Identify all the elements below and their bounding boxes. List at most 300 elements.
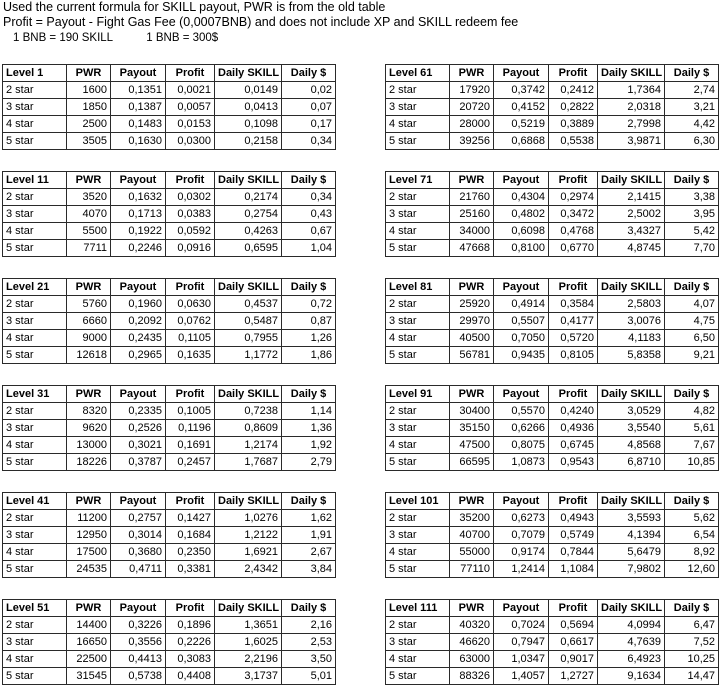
table-cell: 0,2822 [549, 99, 598, 116]
table-cell: 0,1896 [166, 617, 215, 634]
table-cell: 1,36 [282, 420, 336, 437]
table-cell: 1,86 [282, 347, 336, 364]
table-cell: 0,4914 [494, 296, 549, 313]
table-cell: 0,3584 [549, 296, 598, 313]
column-header: PWR [450, 172, 494, 189]
table-cell: 2,1415 [598, 189, 665, 206]
table-cell: 17920 [450, 82, 494, 99]
table-cell: 0,7024 [494, 617, 549, 634]
star-label: 5 star [386, 347, 450, 364]
table-cell: 0,4152 [494, 99, 549, 116]
column-header: Daily $ [665, 600, 719, 617]
level-table [385, 385, 719, 471]
column-header: Daily SKILL [598, 172, 665, 189]
column-header: PWR [450, 279, 494, 296]
table-row [3, 206, 336, 223]
table-cell: 3,95 [665, 206, 719, 223]
table-header-row [386, 600, 719, 617]
table-cell: 3,5540 [598, 420, 665, 437]
level-table [385, 599, 719, 685]
star-label: 3 star [386, 420, 450, 437]
table-cell: 0,6098 [494, 223, 549, 240]
table-cell: 63000 [450, 651, 494, 668]
table-cell: 0,17 [282, 116, 336, 133]
table-cell: 12,60 [665, 561, 719, 578]
star-label: 4 star [3, 223, 67, 240]
table-cell: 0,72 [282, 296, 336, 313]
table-cell: 0,0021 [166, 82, 215, 99]
column-header: PWR [450, 386, 494, 403]
star-label: 3 star [386, 99, 450, 116]
table-cell: 30400 [450, 403, 494, 420]
level-label: Level 21 [3, 279, 67, 296]
table-row [3, 651, 336, 668]
table-cell: 2,4342 [215, 561, 282, 578]
star-label: 4 star [3, 116, 67, 133]
table-cell: 0,7947 [494, 634, 549, 651]
star-label: 3 star [386, 206, 450, 223]
star-label: 3 star [386, 313, 450, 330]
table-header-row [386, 386, 719, 403]
star-label: 3 star [3, 99, 67, 116]
table-cell: 0,1483 [111, 116, 166, 133]
table-cell: 0,5487 [215, 313, 282, 330]
table-cell: 1,1084 [549, 561, 598, 578]
level-label: Level 91 [386, 386, 450, 403]
table-cell: 35200 [450, 510, 494, 527]
table-cell: 1,0347 [494, 651, 549, 668]
table-cell: 1,1772 [215, 347, 282, 364]
star-label: 3 star [3, 313, 67, 330]
level-table [385, 278, 719, 364]
column-header: Daily $ [282, 172, 336, 189]
table-cell: 0,9543 [549, 454, 598, 471]
star-label: 2 star [386, 296, 450, 313]
table-cell: 0,2435 [111, 330, 166, 347]
level-label: Level 81 [386, 279, 450, 296]
table-cell: 40700 [450, 527, 494, 544]
table-cell: 31545 [67, 668, 111, 685]
column-header: Payout [111, 172, 166, 189]
table-cell: 7,70 [665, 240, 719, 257]
column-header: Daily SKILL [215, 172, 282, 189]
table-cell: 10,85 [665, 454, 719, 471]
table-cell: 0,4413 [111, 651, 166, 668]
table-cell: 0,0300 [166, 133, 215, 150]
column-header: PWR [450, 600, 494, 617]
level-label: Level 1 [3, 65, 67, 82]
table-row [3, 617, 336, 634]
table-cell: 0,5694 [549, 617, 598, 634]
table-cell: 2,0318 [598, 99, 665, 116]
column-header: Profit [549, 600, 598, 617]
table-cell: 10,25 [665, 651, 719, 668]
table-cell: 3,50 [282, 651, 336, 668]
table-cell: 4,07 [665, 296, 719, 313]
table-cell: 0,87 [282, 313, 336, 330]
table-cell: 0,0630 [166, 296, 215, 313]
table-row [3, 527, 336, 544]
table-cell: 77110 [450, 561, 494, 578]
table-row [386, 651, 719, 668]
table-cell: 0,2350 [166, 544, 215, 561]
column-header: Payout [494, 386, 549, 403]
table-cell: 0,2226 [166, 634, 215, 651]
table-cell: 0,5749 [549, 527, 598, 544]
rate-usd: 1 BNB = 300$ [146, 32, 219, 44]
table-cell: 1,62 [282, 510, 336, 527]
table-header-row [3, 279, 336, 296]
table-cell: 22500 [67, 651, 111, 668]
column-header: Daily SKILL [598, 493, 665, 510]
star-label: 4 star [386, 116, 450, 133]
table-cell: 0,0916 [166, 240, 215, 257]
star-label: 2 star [3, 82, 67, 99]
table-cell: 6,8710 [598, 454, 665, 471]
table-cell: 0,0153 [166, 116, 215, 133]
table-cell: 55000 [450, 544, 494, 561]
table-cell: 0,5720 [549, 330, 598, 347]
star-label: 3 star [386, 634, 450, 651]
table-cell: 0,3014 [111, 527, 166, 544]
table-cell: 3,4327 [598, 223, 665, 240]
column-header: Profit [549, 172, 598, 189]
table-header-row [3, 386, 336, 403]
star-label: 2 star [3, 617, 67, 634]
table-cell: 0,3680 [111, 544, 166, 561]
table-cell: 4,8745 [598, 240, 665, 257]
column-header: Profit [166, 493, 215, 510]
table-row [386, 510, 719, 527]
table-cell: 0,6617 [549, 634, 598, 651]
column-header: Daily SKILL [598, 600, 665, 617]
table-cell: 0,0302 [166, 189, 215, 206]
table-cell: 4,75 [665, 313, 719, 330]
table-cell: 0,5219 [494, 116, 549, 133]
table-cell: 0,6266 [494, 420, 549, 437]
table-cell: 39256 [450, 133, 494, 150]
table-cell: 2,5803 [598, 296, 665, 313]
table-cell: 24535 [67, 561, 111, 578]
table-cell: 17500 [67, 544, 111, 561]
table-cell: 6,54 [665, 527, 719, 544]
column-header: Daily SKILL [598, 65, 665, 82]
table-row [386, 403, 719, 420]
table-cell: 0,2457 [166, 454, 215, 471]
table-row [386, 240, 719, 257]
table-cell: 6,4923 [598, 651, 665, 668]
level-tables-grid [2, 64, 717, 685]
table-row [386, 223, 719, 240]
table-cell: 0,67 [282, 223, 336, 240]
table-row [3, 82, 336, 99]
table-cell: 5,61 [665, 420, 719, 437]
table-cell: 2,7998 [598, 116, 665, 133]
star-label: 3 star [3, 527, 67, 544]
table-cell: 0,6273 [494, 510, 549, 527]
table-row [386, 296, 719, 313]
table-header-row [3, 65, 336, 82]
column-header: PWR [67, 493, 111, 510]
column-header: Payout [111, 65, 166, 82]
column-header: Daily SKILL [215, 386, 282, 403]
table-cell: 2,79 [282, 454, 336, 471]
table-cell: 2,74 [665, 82, 719, 99]
table-cell: 47668 [450, 240, 494, 257]
table-cell: 0,3787 [111, 454, 166, 471]
column-header: Profit [166, 386, 215, 403]
star-label: 4 star [3, 437, 67, 454]
level-table [2, 171, 336, 257]
table-row [386, 634, 719, 651]
table-cell: 0,4936 [549, 420, 598, 437]
table-cell: 0,0413 [215, 99, 282, 116]
table-row [3, 223, 336, 240]
column-header: Daily SKILL [215, 279, 282, 296]
table-cell: 0,7955 [215, 330, 282, 347]
level-label: Level 61 [386, 65, 450, 82]
table-row [386, 561, 719, 578]
table-cell: 0,2965 [111, 347, 166, 364]
table-row [3, 133, 336, 150]
column-header: Profit [549, 279, 598, 296]
table-cell: 1,2727 [549, 668, 598, 685]
table-cell: 4,42 [665, 116, 719, 133]
table-cell: 1850 [67, 99, 111, 116]
table-cell: 0,4802 [494, 206, 549, 223]
table-row [3, 313, 336, 330]
column-header: Profit [166, 65, 215, 82]
table-header-row [386, 493, 719, 510]
star-label: 4 star [386, 544, 450, 561]
table-cell: 1,91 [282, 527, 336, 544]
star-label: 5 star [3, 561, 67, 578]
table-header-row [3, 600, 336, 617]
star-label: 2 star [3, 510, 67, 527]
star-label: 4 star [386, 437, 450, 454]
table-cell: 0,43 [282, 206, 336, 223]
table-cell: 34000 [450, 223, 494, 240]
table-cell: 0,2335 [111, 403, 166, 420]
table-row [386, 544, 719, 561]
table-cell: 1,0276 [215, 510, 282, 527]
star-label: 5 star [386, 561, 450, 578]
table-cell: 14400 [67, 617, 111, 634]
table-row [3, 347, 336, 364]
table-cell: 0,1196 [166, 420, 215, 437]
table-cell: 0,6595 [215, 240, 282, 257]
table-cell: 0,1387 [111, 99, 166, 116]
table-header-row [3, 172, 336, 189]
column-header: Profit [166, 279, 215, 296]
table-cell: 1,4057 [494, 668, 549, 685]
column-header: PWR [67, 65, 111, 82]
column-header: Daily SKILL [215, 65, 282, 82]
table-cell: 0,2757 [111, 510, 166, 527]
table-cell: 3505 [67, 133, 111, 150]
table-row [386, 617, 719, 634]
column-header: Payout [494, 493, 549, 510]
table-cell: 21760 [450, 189, 494, 206]
table-cell: 46620 [450, 634, 494, 651]
table-cell: 0,4768 [549, 223, 598, 240]
table-cell: 0,7844 [549, 544, 598, 561]
table-row [3, 544, 336, 561]
table-cell: 20720 [450, 99, 494, 116]
column-header: PWR [67, 600, 111, 617]
table-cell: 6660 [67, 313, 111, 330]
column-header: Payout [494, 279, 549, 296]
table-cell: 0,07 [282, 99, 336, 116]
table-cell: 4,7639 [598, 634, 665, 651]
table-cell: 7,67 [665, 437, 719, 454]
table-cell: 0,1630 [111, 133, 166, 150]
table-cell: 0,3083 [166, 651, 215, 668]
table-row [3, 116, 336, 133]
column-header: PWR [450, 493, 494, 510]
table-cell: 2,5002 [598, 206, 665, 223]
table-row [3, 454, 336, 471]
table-cell: 2,67 [282, 544, 336, 561]
table-cell: 1,7687 [215, 454, 282, 471]
star-label: 2 star [386, 403, 450, 420]
table-row [386, 437, 719, 454]
table-cell: 0,9174 [494, 544, 549, 561]
table-cell: 0,8609 [215, 420, 282, 437]
table-cell: 1,92 [282, 437, 336, 454]
table-cell: 0,1922 [111, 223, 166, 240]
table-header-row [3, 493, 336, 510]
column-header: Daily $ [665, 386, 719, 403]
table-cell: 0,5570 [494, 403, 549, 420]
column-header: Daily $ [282, 65, 336, 82]
table-row [3, 510, 336, 527]
star-label: 3 star [3, 420, 67, 437]
column-header: PWR [67, 386, 111, 403]
table-cell: 2,53 [282, 634, 336, 651]
table-cell: 0,1684 [166, 527, 215, 544]
level-label: Level 111 [386, 600, 450, 617]
star-label: 2 star [386, 617, 450, 634]
level-label: Level 31 [3, 386, 67, 403]
star-label: 2 star [3, 189, 67, 206]
star-label: 5 star [3, 668, 67, 685]
column-header: Daily SKILL [598, 386, 665, 403]
table-cell: 40500 [450, 330, 494, 347]
table-cell: 4,82 [665, 403, 719, 420]
table-cell: 1,0873 [494, 454, 549, 471]
column-header: Daily SKILL [215, 600, 282, 617]
table-cell: 0,0762 [166, 313, 215, 330]
table-cell: 0,4943 [549, 510, 598, 527]
table-cell: 0,2754 [215, 206, 282, 223]
table-row [3, 330, 336, 347]
column-header: Payout [494, 172, 549, 189]
column-header: Profit [549, 386, 598, 403]
exchange-rates [3, 30, 717, 46]
table-cell: 0,2246 [111, 240, 166, 257]
table-cell: 66595 [450, 454, 494, 471]
table-row [386, 527, 719, 544]
table-row [3, 99, 336, 116]
table-cell: 0,4537 [215, 296, 282, 313]
table-cell: 0,4711 [111, 561, 166, 578]
table-cell: 0,2092 [111, 313, 166, 330]
level-label: Level 41 [3, 493, 67, 510]
table-cell: 0,2974 [549, 189, 598, 206]
table-row [3, 403, 336, 420]
table-cell: 0,1691 [166, 437, 215, 454]
table-cell: 3,5593 [598, 510, 665, 527]
profit-note: Profit = Payout - Fight Gas Fee (0,0007BNB) and does not include XP and SKILL redeem fee [3, 15, 519, 29]
table-cell: 2,16 [282, 617, 336, 634]
level-label: Level 51 [3, 600, 67, 617]
table-cell: 47500 [450, 437, 494, 454]
table-cell: 29970 [450, 313, 494, 330]
table-cell: 0,5738 [111, 668, 166, 685]
star-label: 3 star [3, 634, 67, 651]
table-cell: 6,47 [665, 617, 719, 634]
table-cell: 5760 [67, 296, 111, 313]
level-table [2, 599, 336, 685]
column-header: PWR [67, 172, 111, 189]
table-row [3, 420, 336, 437]
table-cell: 2500 [67, 116, 111, 133]
table-row [3, 189, 336, 206]
table-header-row [386, 65, 719, 82]
table-cell: 0,1427 [166, 510, 215, 527]
star-label: 5 star [386, 454, 450, 471]
star-label: 5 star [3, 240, 67, 257]
column-header: Daily $ [665, 65, 719, 82]
table-row [386, 116, 719, 133]
table-cell: 0,3226 [111, 617, 166, 634]
table-cell: 0,34 [282, 133, 336, 150]
table-cell: 16650 [67, 634, 111, 651]
table-cell: 35150 [450, 420, 494, 437]
table-cell: 0,6745 [549, 437, 598, 454]
table-cell: 9,1634 [598, 668, 665, 685]
table-cell: 0,6868 [494, 133, 549, 150]
table-row [386, 347, 719, 364]
table-cell: 3,0529 [598, 403, 665, 420]
column-header: Payout [111, 600, 166, 617]
column-header: PWR [67, 279, 111, 296]
table-row [3, 634, 336, 651]
table-cell: 0,8100 [494, 240, 549, 257]
table-cell: 12950 [67, 527, 111, 544]
table-row [386, 330, 719, 347]
table-cell: 1,04 [282, 240, 336, 257]
table-cell: 0,1105 [166, 330, 215, 347]
table-cell: 12618 [67, 347, 111, 364]
table-cell: 0,1635 [166, 347, 215, 364]
table-row [386, 82, 719, 99]
table-cell: 0,1960 [111, 296, 166, 313]
star-label: 2 star [386, 82, 450, 99]
star-label: 5 star [386, 240, 450, 257]
column-header: PWR [450, 65, 494, 82]
table-cell: 3,9871 [598, 133, 665, 150]
star-label: 4 star [3, 651, 67, 668]
column-header: Profit [549, 493, 598, 510]
star-label: 3 star [386, 527, 450, 544]
table-cell: 0,6770 [549, 240, 598, 257]
table-cell: 7711 [67, 240, 111, 257]
table-cell: 0,0383 [166, 206, 215, 223]
table-cell: 1600 [67, 82, 111, 99]
star-label: 5 star [386, 133, 450, 150]
